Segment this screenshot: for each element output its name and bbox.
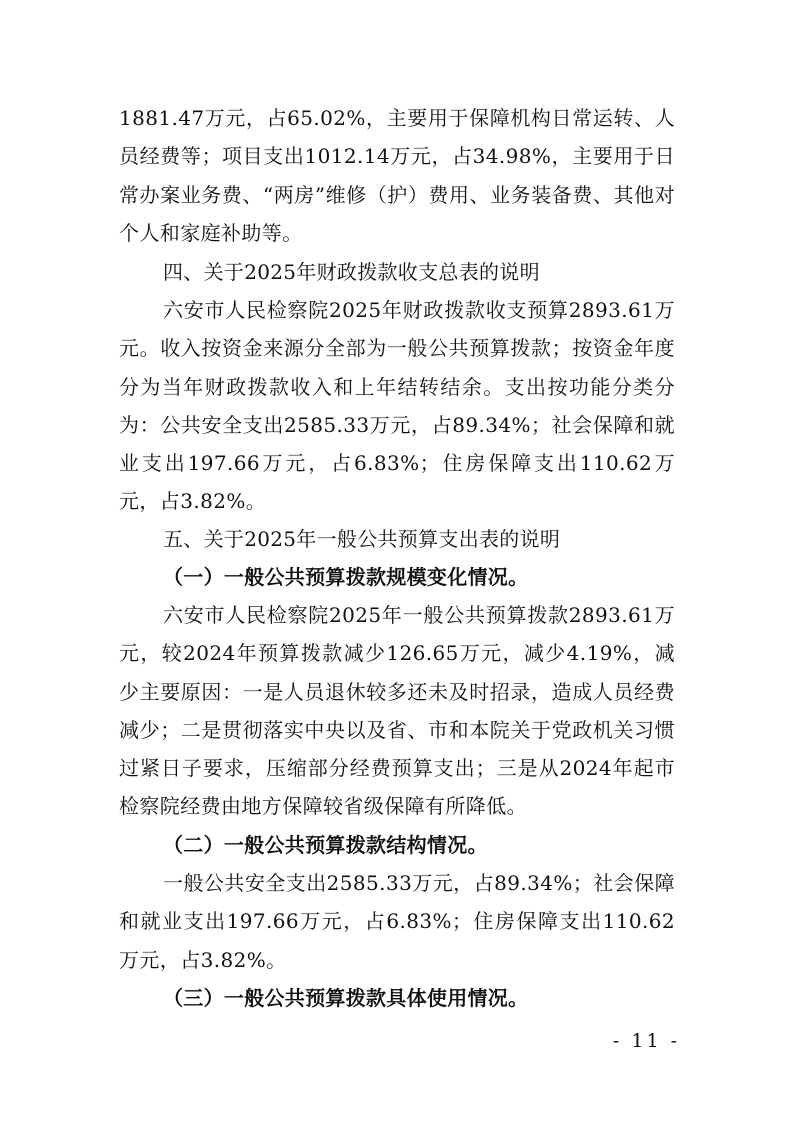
paragraph-expenditure-breakdown: 1881.47万元，占65.02%，主要用于保障机构日常运转、人员经费等；项目支出1012.14万元，占34.98%，主要用于日常办案业务费、“两房”维修（护）费用、业务装备费、其他对个人和家庭补助等。 [119,106,675,245]
subheading-scale-change: （一）一般公共预算拨款规模变化情况。 [163,565,529,589]
paragraph-scale-change: 六安市人民检察院2025年一般公共预算拨款2893.61万元，较2024年预算拨款减少126.65万元，减少4.19%，减少主要原因：一是人员退休较多还未及时招录，造成人员经费减少；二是贯彻落实中央以及省、市和本院关于党政机关习惯过紧日子要求，压缩部分经费预算支出；三是从2024年起市检察院经费由地方保障较省级保障有所降低。 [119,603,675,819]
page-number: - 11 - [612,1030,680,1052]
section-heading-4: 四、关于2025年财政拨款收支总表的说明 [163,260,540,284]
subheading-structure: （二）一般公共预算拨款结构情况。 [163,833,488,857]
section-heading-5: 五、关于2025年一般公共预算支出表的说明 [163,527,561,551]
subheading-specific-use: （三）一般公共预算拨款具体使用情况。 [163,986,529,1010]
paragraph-fiscal-summary: 六安市人民检察院2025年财政拨款收支预算2893.61万元。收入按资金来源分全部为一般公共预算拨款；按资金年度分为当年财政拨款收入和上年结转结余。支出按功能分类分为：公共安全支出2585.33万元，占89.34%；社会保障和就业支出197.66万元，占6.83%；住房保障支出110.62万元，占3.82%。 [119,298,675,514]
paragraph-structure: 一般公共安全支出2585.33万元，占89.34%；社会保障和就业支出197.66万元，占6.83%；住房保障支出110.62万元，占3.82%。 [119,871,675,972]
